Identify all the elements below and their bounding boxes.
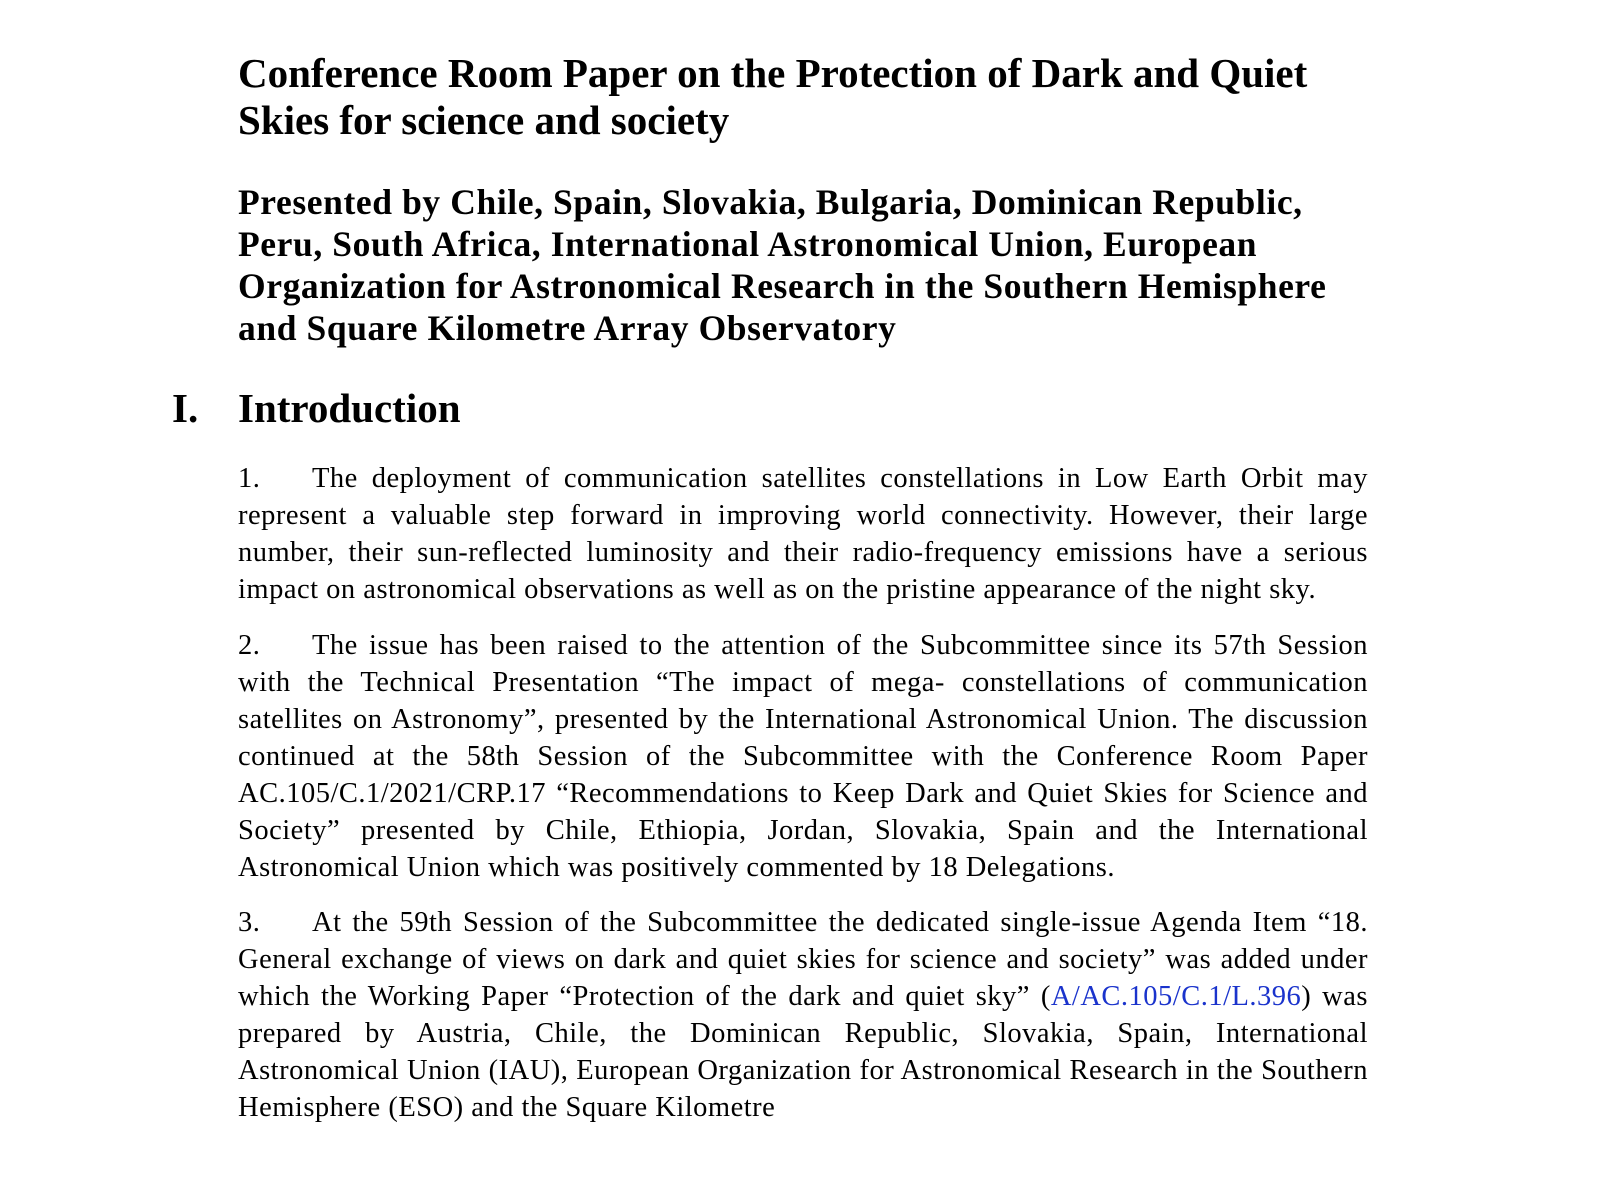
paragraph-number: 2.: [238, 629, 261, 661]
section-number: I.: [172, 385, 199, 431]
document-title: Conference Room Paper on the Protection of Dark and Quiet Skies for science and society: [238, 50, 1308, 143]
paragraph-2: [238, 627, 1368, 886]
document-presenters: Presented by Chile, Spain, Slovakia, Bulgaria, Dominican Republic, Peru, South Africa, International Astronomical Union, European Organization for Astronomical Research in the Southern Hemisphere and Square Kilometre Array Observatory: [238, 182, 1327, 348]
paragraph-number: 1.: [238, 463, 261, 494]
body-text: [238, 460, 1368, 1145]
section-heading: [172, 384, 461, 432]
paragraph-text: The issue has been raised to the attention of the Subcommittee since its 57th Session with the Technical Presentation “The impact of mega- constellations of communication satellites on Astronomy”, presented by the International Astronomical Union. The discussion continued at the 58th Session of the Subcommittee with the Conference Room Paper AC.105/C.1/2021/CRP.17 “Recommendations to Keep Dark and Quiet Skies for Science and Society” presented by Chile, Ethiopia, Jordan, Slovakia, Spain and the International Astronomical Union which was positively commented by 18 Delegations.: [238, 629, 1368, 883]
section-title: Introduction: [238, 385, 461, 431]
paragraph-3: [238, 904, 1368, 1126]
paragraph-text-after-link: ) was prepared by Austria, Chile, the Dominican Republic, Slovakia, Spain, International Astronomical Union (IAU), European Organization for Astronomical Research in the Southern Hemisphere (ESO) and the Square Kilometre: [238, 981, 1368, 1123]
paragraph-1: [238, 460, 1368, 608]
document-reference-link[interactable]: A/AC.105/C.1/L.396: [1050, 981, 1302, 1012]
paragraph-text-before-link: At the 59th Session of the Subcommittee the dedicated single-issue Agenda Item “18. General exchange of views on dark and quiet skies for science and society” was added under which the Working Paper “Protection of the dark and quiet sky” (: [238, 907, 1368, 1012]
paragraph-text: The deployment of communication satellites constellations in Low Earth Orbit may represent a valuable step forward in improving world connectivity. However, their large number, their sun-reflected luminosity and their radio-frequency emissions have a serious impact on astronomical observations as well as on the pristine appearance of the night sky.: [238, 463, 1368, 605]
paragraph-number: 3.: [238, 907, 261, 938]
